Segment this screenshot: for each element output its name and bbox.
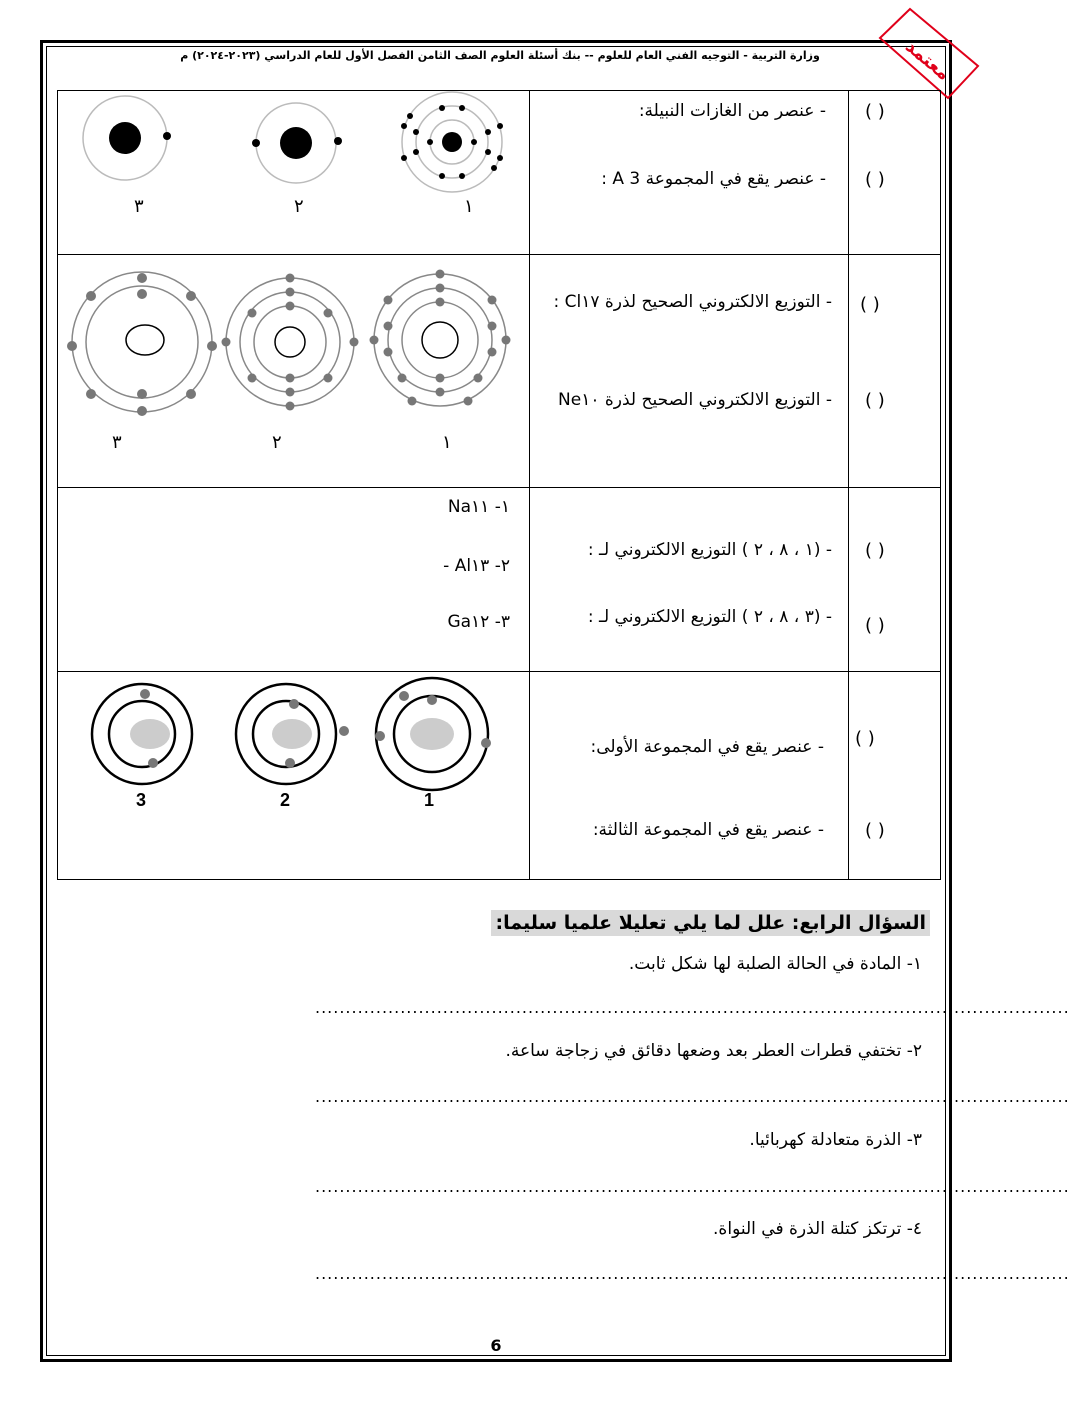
question-4-title: السؤال الرابع: علل لما يلي تعليلا علميا سليما:: [491, 910, 930, 936]
figure-label: ٢: [272, 432, 282, 453]
atom-diagram: [236, 684, 349, 784]
figure-label: 3: [136, 790, 147, 810]
atom-diagram: [375, 678, 491, 790]
reason-item: ٣- الذرة متعادلة كهربائيا.: [749, 1130, 922, 1150]
question-text: - عنصر يقع في المجموعة الأولى:: [590, 737, 824, 757]
figure-label: ١: [464, 196, 474, 217]
answer-option: ٢- Al١٣ -: [443, 556, 510, 576]
atom-diagram: [92, 684, 192, 784]
question-text: - التوزيع الالكتروني الصحيح لذرة Ne١٠: [558, 390, 832, 410]
atom-figure-set-1: [70, 96, 520, 195]
atom-figure-set-3: [88, 686, 498, 780]
figure-label: ٣: [134, 196, 144, 217]
answer-line[interactable]: ............................................................................................................................: [315, 1087, 1070, 1106]
approval-stamp: [870, 8, 982, 98]
figure-label: ١: [442, 432, 452, 453]
reason-item: ٤- ترتكز كتلة الذرة في النواة.: [713, 1219, 922, 1239]
atom-diagram: [252, 103, 342, 183]
answer-paren[interactable]: ( ): [865, 540, 885, 561]
atom-diagram: [374, 274, 506, 406]
atom-diagram: [401, 92, 503, 192]
question-text: - عنصر من الغازات النبيلة:: [638, 101, 826, 121]
answer-paren[interactable]: ( ): [865, 615, 885, 636]
question-text: - التوزيع الالكتروني الصحيح لذرة Cl١٧ :: [553, 292, 832, 312]
answer-paren[interactable]: ( ): [865, 101, 885, 122]
atom-figure-set-2: [62, 268, 522, 422]
page-number: 6: [490, 1336, 502, 1355]
figure-label: ٢: [294, 196, 304, 217]
figure-label: 1: [424, 790, 435, 810]
answer-option: ٣- Ga١٢: [447, 612, 510, 632]
answer-line[interactable]: ............................................................................................................................: [315, 1264, 1070, 1283]
answer-line[interactable]: ............................................................................................................................: [315, 998, 1070, 1017]
figure-label: 2: [280, 790, 291, 810]
page-header: وزارة التربية - التوجيه الفني العام للعلوم -- بنك أسئلة العلوم الصف الثامن الفصل الأول للعام الدراسي (٢٠٢٣-٢٠٢٤) م: [180, 49, 820, 62]
reason-item: ١- المادة في الحالة الصلبة لها شكل ثابت.: [628, 954, 922, 974]
figure-label: ٣: [112, 432, 122, 453]
answer-paren[interactable]: ( ): [860, 294, 880, 315]
question-text: - عنصر يقع في المجموعة A 3 :: [601, 169, 826, 189]
question-text: - (٣ ، ٨ ، ٢ ) التوزيع الالكتروني لـ :: [587, 607, 832, 627]
answer-paren[interactable]: ( ): [865, 169, 885, 190]
answer-option: ١- Na١١: [447, 497, 510, 517]
answer-paren[interactable]: ( ): [865, 820, 885, 841]
question-text: - (١ ، ٨ ، ٢ ) التوزيع الالكتروني لـ :: [587, 540, 832, 560]
stamp-text: معتمد: [901, 35, 955, 85]
atom-diagram: [226, 278, 354, 406]
answer-paren[interactable]: ( ): [855, 728, 875, 749]
answer-line[interactable]: ............................................................................................................................: [315, 1177, 1070, 1196]
question-text: - عنصر يقع في المجموعة الثالثة:: [592, 820, 824, 840]
atom-diagram: [83, 96, 171, 180]
answer-paren[interactable]: ( ): [865, 390, 885, 411]
reason-item: ٢- تختفي قطرات العطر بعد وضعها دقائق في زجاجة ساعة.: [505, 1041, 922, 1061]
